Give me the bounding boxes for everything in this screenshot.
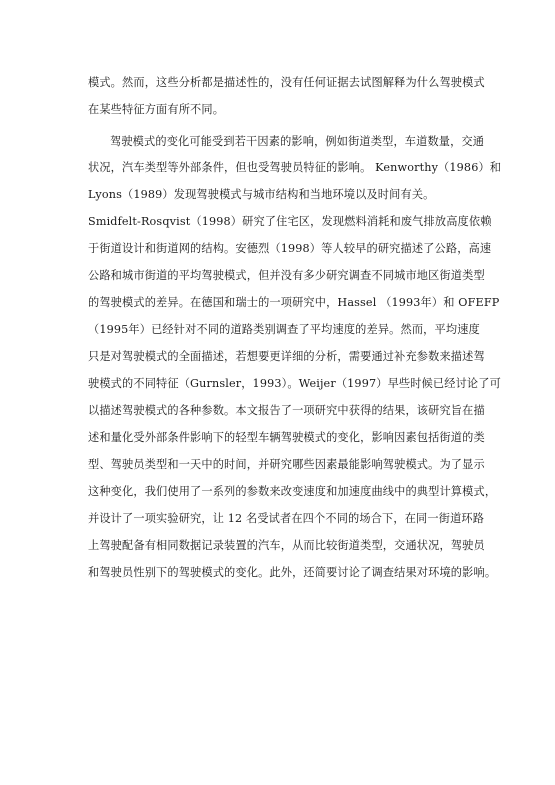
text-line: Lyons（1989）发现驾驶模式与城市结构和当地环境以及时间有关。 — [88, 188, 435, 201]
text-line: 上驾驶配备有相同数据记录装置的汽车，从而比较街道类型，交通状况，驾驶员 — [88, 539, 485, 552]
text-line: 在某些特征方面有所不同。 — [88, 103, 225, 116]
text-line: 只是对驾驶模式的全面描述，若想要更详细的分析，需要通过补充参数来描述驾 — [88, 350, 485, 363]
text-line: 并设计了一项实验研究，让 12 名受试者在四个不同的场合下，在同一街道环路 — [88, 512, 485, 525]
text-line: 公路和城市街道的平均驾驶模式，但并没有多少研究调查不同城市地区街道类型 — [88, 269, 485, 282]
text-line: 和驾驶员性别下的驾驶模式的变化。此外，还简要讨论了调查结果对环境的影响。 — [88, 566, 497, 579]
text-line: 驶模式的不同特征（Gurnsler，1993）。Weijer（1997）早些时候已经讨论了可 — [88, 377, 501, 390]
text-line: 于街道设计和街道网的结构。安德烈（1998）等人较早的研究描述了公路，高速 — [88, 242, 492, 255]
text-line: 这种变化，我们使用了一系列的参数来改变速度和加速度曲线中的典型计算模式， — [88, 485, 497, 498]
text-line: （1995年）已经针对不同的道路类别调查了平均速度的差异。然而，平均速度 — [88, 323, 480, 336]
text-line: 以描述驾驶模式的各种参数。本文报告了一项研究中获得的结果，该研究旨在描 — [88, 404, 485, 417]
text-line: 模式。然而，这些分析都是描述性的，没有任何证据去试图解释为什么驾驶模式 — [88, 76, 485, 89]
paragraph-first-line: 驾驶模式的变化可能受到若干因素的影响，例如街道类型，车道数量，交通 — [110, 135, 485, 148]
text-line: 述和量化受外部条件影响下的轻型车辆驾驶模式的变化，影响因素包括街道的类 — [88, 431, 485, 444]
text-line: Smidfelt-Rosqvist（1998）研究了住宅区，发现燃料消耗和废气排放高度依赖 — [88, 215, 492, 228]
text-line: 状况，汽车类型等外部条件，但也受驾驶员特征的影响。 Kenworthy（1986）和 — [88, 161, 502, 174]
text-line: 型、驾驶员类型和一天中的时间，并研究哪些因素最能影响驾驶模式。为了显示 — [88, 458, 485, 471]
text-line: 的驾驶模式的差异。在德国和瑞士的一项研究中，Hassel （1993年）和 OFEFP — [88, 296, 500, 309]
